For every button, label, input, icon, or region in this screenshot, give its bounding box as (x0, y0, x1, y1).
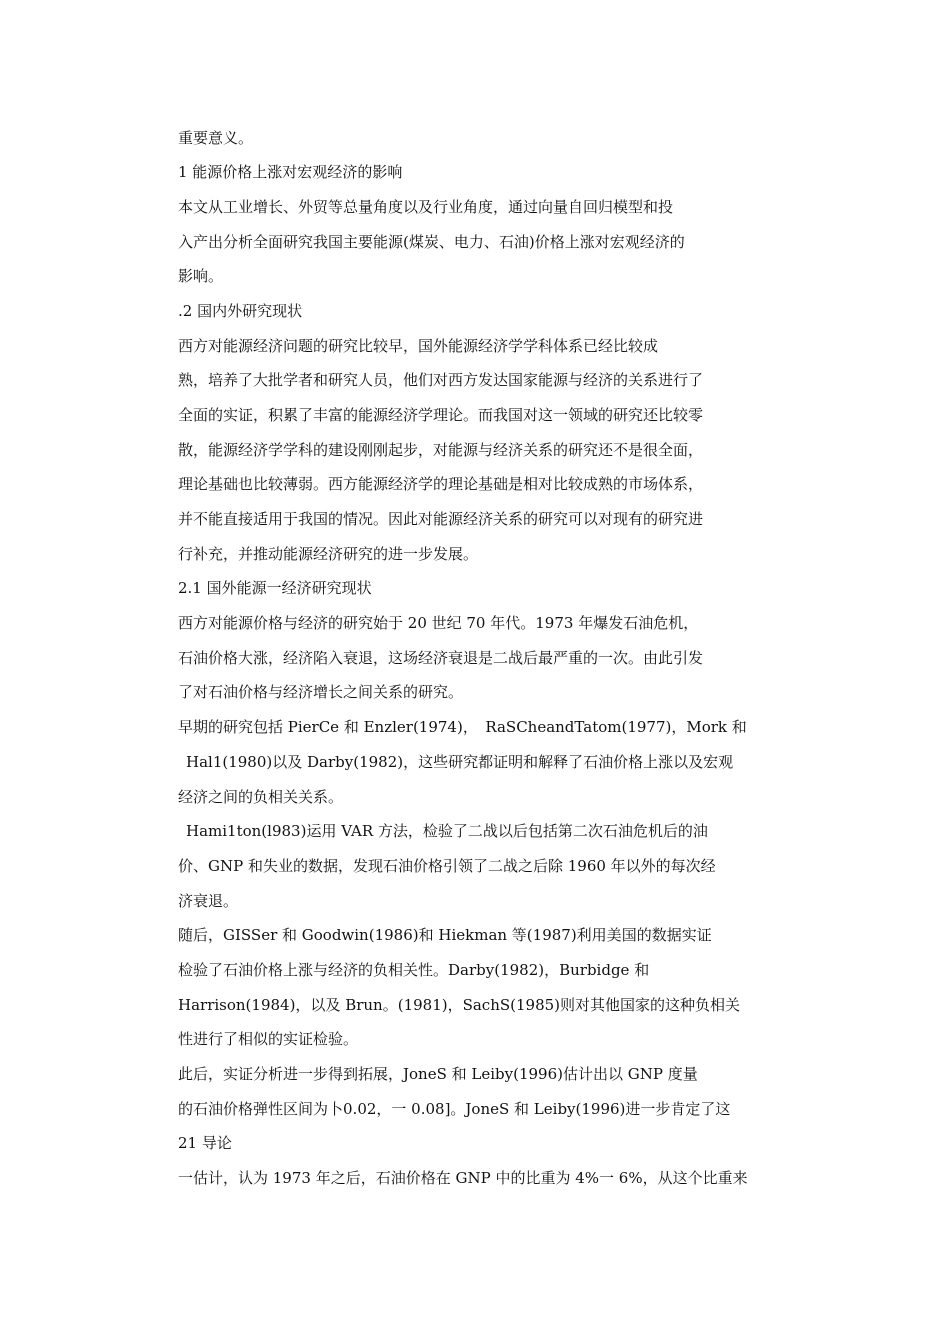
text-line: 价、GNP 和失业的数据，发现石油价格引领了二战之后除 1960 年以外的每次经 (178, 857, 716, 875)
text-line: Hami1ton(l983)运用 VAR 方法，检验了二战以后包括第二次石油危机后的油 (186, 822, 708, 840)
text-line: 西方对能源价格与经济的研究始于 20 世纪 70 年代。1973 年爆发石油危机， (178, 614, 699, 632)
text-line: 一估计，认为 1973 年之后，石油价格在 GNP 中的比重为 4%一 6%，从这个比重来 (178, 1169, 748, 1187)
text-line: 理论基础也比较薄弱。西方能源经济学的理论基础是相对比较成熟的市场体系， (178, 475, 704, 493)
text-line: 经济之间的负相关关系。 (178, 788, 344, 806)
text-line: 并不能直接适用于我国的情况。因此对能源经济关系的研究可以对现有的研究进 (178, 510, 704, 528)
text-line: 入产出分析全面研究我国主要能源(煤炭、电力、石油)价格上涨对宏观经济的 (178, 233, 685, 251)
text-line: 影响。 (178, 267, 224, 285)
section-heading: 2.1 国外能源一经济研究现状 (178, 579, 372, 597)
text-line: 济衰退。 (178, 892, 239, 910)
text-line: 早期的研究包括 PierCe 和 Enzler(1974)， RaSCheandTatom(1977)，Mork 和 (178, 718, 747, 736)
section-heading: 1 能源价格上涨对宏观经济的影响 (178, 163, 403, 181)
text-line: Hal1(1980)以及 Darby(1982)，这些研究都证明和解释了石油价格上涨以及宏观 (186, 753, 734, 771)
text-line: Harrison(1984)，以及 Brun。(1981)，SachS(1985)则对其他国家的这种负相关 (178, 996, 741, 1014)
text-line: 散，能源经济学学科的建设刚刚起步，对能源与经济关系的研究还不是很全面， (178, 441, 704, 459)
text-line: 本文从工业增长、外贸等总量角度以及行业角度，通过向量自回归模型和投 (178, 198, 674, 216)
text-line: 重要意义。 (178, 129, 254, 147)
text-line: 随后，GISSer 和 Goodwin(1986)和 Hiekman 等(1987)利用美国的数据实证 (178, 926, 712, 944)
text-line: 的石油价格弹性区间为卜0.02，一 0.08]。JoneS 和 Leiby(1996)进一步肯定了这 (178, 1100, 731, 1118)
text-line: 此后，实证分析进一步得到拓展，JoneS 和 Leiby(1996)估计出以 GNP 度量 (178, 1065, 698, 1083)
text-line: 石油价格大涨，经济陷入衰退，这场经济衰退是二战后最严重的一次。由此引发 (178, 649, 704, 667)
text-line: 西方对能源经济问题的研究比较早，国外能源经济学学科体系已经比较成 (178, 337, 659, 355)
text-line: 了对石油价格与经济增长之间关系的研究。 (178, 683, 464, 701)
text-line: 行补充，并推动能源经济研究的进一步发展。 (178, 545, 479, 563)
text-line: 全面的实证，积累了丰富的能源经济学理论。而我国对这一领域的研究还比较零 (178, 406, 704, 424)
page-header-text: 21 导论 (178, 1134, 232, 1152)
text-line: 检验了石油价格上涨与经济的负相关性。Darby(1982)，Burbidge 和 (178, 961, 650, 979)
text-line: 熟，培养了大批学者和研究人员，他们对西方发达国家能源与经济的关系进行了 (178, 371, 704, 389)
section-heading: .2 国内外研究现状 (178, 302, 303, 320)
text-line: 性进行了相似的实证检验。 (178, 1030, 359, 1048)
